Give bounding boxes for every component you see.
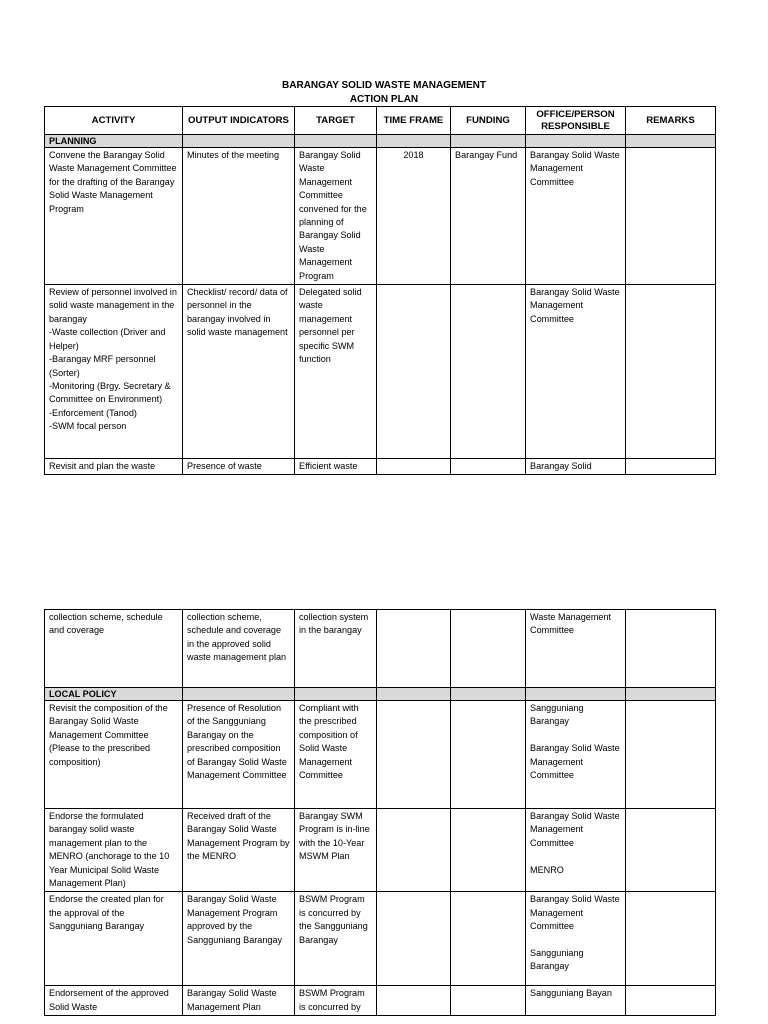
cell-activity: Endorsement of the approved Solid Waste bbox=[45, 986, 183, 1016]
cell-funding bbox=[451, 986, 526, 1016]
table-header-row bbox=[45, 107, 716, 135]
document-subtitle: ACTION PLAN bbox=[349, 94, 419, 105]
cell-remarks bbox=[626, 285, 716, 459]
cell-activity: Convene the Barangay Solid Waste Management Committee for the drafting of the Barangay Solid Waste Management Program bbox=[45, 148, 183, 285]
cell-activity: Revisit and plan the waste bbox=[45, 459, 183, 475]
cell-output: Received draft of the Barangay Solid Waste Management Program by the MENRO bbox=[183, 809, 295, 892]
action-plan-table-page-2 bbox=[44, 609, 716, 1016]
cell-target: Barangay SWM Program is in-line with the 10-Year MSWM Plan bbox=[295, 809, 377, 892]
table-row bbox=[45, 459, 716, 475]
cell-target: Delegated solid waste management personnel per specific SWM function bbox=[295, 285, 377, 459]
cell-time-frame bbox=[377, 701, 451, 809]
cell-office: Barangay Solid Waste Management Committee MENRO bbox=[526, 809, 626, 892]
table-row bbox=[45, 148, 716, 285]
cell-activity: Revisit the composition of the Barangay Solid Waste Management Committee (Please to the prescribed composition) bbox=[45, 701, 183, 809]
cell-time-frame bbox=[377, 459, 451, 475]
section-row-local-policy bbox=[45, 688, 716, 701]
section-label-planning: PLANNING bbox=[45, 135, 183, 148]
cell-remarks bbox=[626, 701, 716, 809]
cell-funding bbox=[451, 809, 526, 892]
cell-office: Barangay Solid Waste Management Committee bbox=[526, 285, 626, 459]
cell-target: Compliant with the prescribed composition of Solid Waste Management Committee bbox=[295, 701, 377, 809]
cell-output: Presence of Resolution of the Sangguniang Barangay on the prescribed composition of Barangay Solid Waste Management Committee bbox=[183, 701, 295, 809]
cell-time-frame: 2018 bbox=[377, 148, 451, 285]
table-row bbox=[45, 986, 716, 1016]
cell-target: Efficient waste bbox=[295, 459, 377, 475]
cell-remarks bbox=[626, 148, 716, 285]
cell-target: collection system in the barangay bbox=[295, 610, 377, 688]
col-header-output-indicators: OUTPUT INDICATORS bbox=[183, 107, 295, 135]
col-header-time-frame: TIME FRAME bbox=[377, 107, 451, 135]
cell-activity: collection scheme, schedule and coverage bbox=[45, 610, 183, 688]
cell-time-frame bbox=[377, 610, 451, 688]
cell-remarks bbox=[626, 986, 716, 1016]
cell-output: Barangay Solid Waste Management Plan bbox=[183, 986, 295, 1016]
cell-office: Barangay Solid bbox=[526, 459, 626, 475]
cell-office: Sangguniang Bayan bbox=[526, 986, 626, 1016]
cell-funding: Barangay Fund bbox=[451, 148, 526, 285]
section-row-planning bbox=[45, 135, 716, 148]
cell-funding bbox=[451, 701, 526, 809]
cell-remarks bbox=[626, 892, 716, 986]
section-label-local-policy: LOCAL POLICY bbox=[45, 688, 183, 701]
cell-output: Checklist/ record/ data of personnel in the barangay involved in solid waste management bbox=[183, 285, 295, 459]
cell-output: Barangay Solid Waste Management Program approved by the Sangguniang Barangay bbox=[183, 892, 295, 986]
cell-activity: Endorse the formulated barangay solid waste management plan to the MENRO (anchorage to the 10 Year Municipal Solid Waste Management Plan) bbox=[45, 809, 183, 892]
cell-output: Presence of waste bbox=[183, 459, 295, 475]
col-header-remarks: REMARKS bbox=[626, 107, 716, 135]
col-header-activity: ACTIVITY bbox=[45, 107, 183, 135]
col-header-funding: FUNDING bbox=[451, 107, 526, 135]
table-row bbox=[45, 892, 716, 986]
action-plan-table-page-1 bbox=[44, 106, 716, 475]
cell-funding bbox=[451, 285, 526, 459]
cell-target: BSWM Program is concurred by the Sangguniang Barangay bbox=[295, 892, 377, 986]
cell-output: Minutes of the meeting bbox=[183, 148, 295, 285]
cell-time-frame bbox=[377, 285, 451, 459]
cell-funding bbox=[451, 610, 526, 688]
table-row bbox=[45, 285, 716, 459]
cell-activity: Review of personnel involved in solid waste management in the barangay -Waste collection (Driver and Helper) -Barangay MRF personnel (Sorter) -Monitoring (Brgy. Secretary & Committee on Environment) -Enforcement (Tanod) -SWM focal person bbox=[45, 285, 183, 459]
table-row bbox=[45, 809, 716, 892]
cell-remarks bbox=[626, 809, 716, 892]
cell-funding bbox=[451, 459, 526, 475]
cell-time-frame bbox=[377, 809, 451, 892]
cell-remarks bbox=[626, 610, 716, 688]
col-header-target: TARGET bbox=[295, 107, 377, 135]
cell-office: Barangay Solid Waste Management Committee Sangguniang Barangay bbox=[526, 892, 626, 986]
cell-output: collection scheme, schedule and coverage in the approved solid waste management plan bbox=[183, 610, 295, 688]
cell-remarks bbox=[626, 459, 716, 475]
cell-time-frame bbox=[377, 892, 451, 986]
table-row bbox=[45, 701, 716, 809]
cell-office: Waste Management Committee bbox=[526, 610, 626, 688]
cell-funding bbox=[451, 892, 526, 986]
col-header-office-responsible: OFFICE/PERSON RESPONSIBLE bbox=[526, 107, 626, 135]
cell-target: BSWM Program is concurred by bbox=[295, 986, 377, 1016]
cell-target: Barangay Solid Waste Management Committee convened for the planning of Barangay Solid Waste Management Program bbox=[295, 148, 377, 285]
cell-office: Barangay Solid Waste Management Committee bbox=[526, 148, 626, 285]
document-title: BARANGAY SOLID WASTE MANAGEMENT bbox=[282, 80, 486, 91]
cell-office: Sangguniang Barangay Barangay Solid Waste Management Committee bbox=[526, 701, 626, 809]
cell-activity: Endorse the created plan for the approval of the Sangguniang Barangay bbox=[45, 892, 183, 986]
table-row bbox=[45, 610, 716, 688]
cell-time-frame bbox=[377, 986, 451, 1016]
